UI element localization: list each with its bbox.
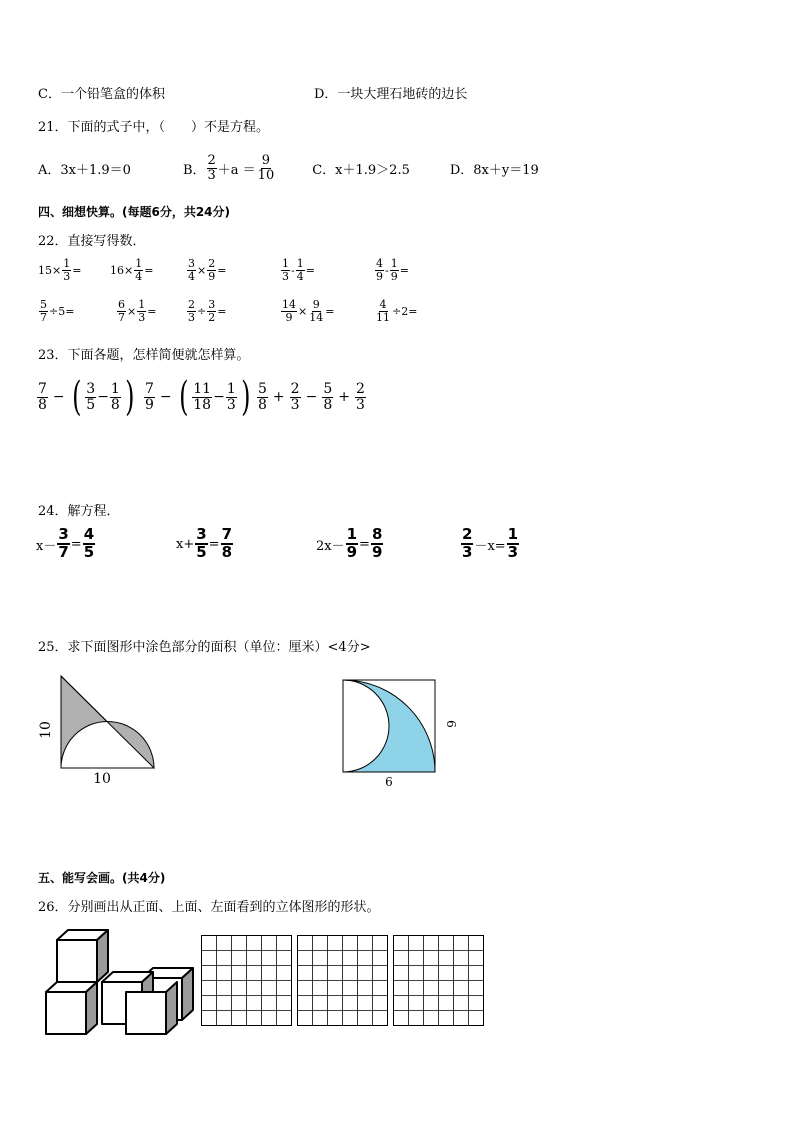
option-d-q20: D．一块大理石地砖的边长 xyxy=(314,87,468,102)
q23-expr-2: $\frac{7}{9}$ − ( $\frac{11}{18}$ − $\frac{1}{3}$ ) xyxy=(145,374,251,420)
cube xyxy=(46,992,86,1034)
side-label: 10 xyxy=(38,721,54,739)
q22-item: $\frac{3}{4}$ × $\frac{2}{9}$ = xyxy=(188,257,227,283)
q21-option-c: C．x＋1.9＞2.5 xyxy=(312,162,410,178)
q24-stem: 24．解方程． xyxy=(38,504,120,519)
q24-eq-2: x+ $\frac{3}{5}$ = $\frac{7}{8}$ xyxy=(176,525,233,561)
cube xyxy=(57,940,97,982)
q21-option-b-prefix: B． xyxy=(182,162,206,178)
q23-expr-3: $\frac{5}{8}$ + $\frac{2}{3}$ − $\frac{5}{8}$ + $\frac{2}{3}$ xyxy=(258,380,365,413)
q21-option-b-mid: ＋a ＝ xyxy=(217,162,256,178)
q24-eq-4: $\frac{2}{3}$ －x= $\frac{1}{3}$ xyxy=(462,525,519,561)
q22-item: $\frac{1}{3}$ - $\frac{1}{4}$ = xyxy=(282,257,315,283)
section4-title: 四、细想快算。(每题6分，共24分) xyxy=(38,205,231,219)
q22-stem: 22．直接写得数． xyxy=(38,234,146,249)
q22-item: $\frac{4}{9}$ - $\frac{1}{9}$ = xyxy=(376,257,409,283)
q21-option-a: A．3x＋1.9＝0 xyxy=(38,162,131,178)
q21-options xyxy=(38,150,539,186)
q21-stem: 21．下面的式子中，（ ）不是方程。 xyxy=(38,120,270,135)
q25-stem: 25．求下面图形中涂色部分的面积（单位：厘米）<4分> xyxy=(38,640,371,655)
q22-item: 16× $\frac{1}{4}$ = xyxy=(110,257,154,283)
q23-stem: 23．下面各题，怎样简便就怎样算。 xyxy=(38,348,250,363)
drawing-grids xyxy=(201,935,487,1027)
grid-3[interactable] xyxy=(394,936,484,1026)
side-label: 6 xyxy=(444,720,458,728)
q22-item: $\frac{4}{11}$ ÷2= xyxy=(376,298,418,324)
q23-expr-1: $\frac{7}{8}$ − ( $\frac{3}{5}$ − $\frac{1}{8}$ ) xyxy=(38,374,135,420)
grid-1[interactable] xyxy=(202,936,292,1026)
fraction: $\frac{2}{3}$ xyxy=(207,152,216,183)
q22-item: $\frac{2}{3}$ ÷ $\frac{3}{2}$ = xyxy=(188,298,227,324)
option-c-q20: C．一个铅笔盒的体积 xyxy=(38,87,165,102)
base-label: 6 xyxy=(385,775,393,789)
q22-item: 15× $\frac{1}{3}$ = xyxy=(38,257,82,283)
section5-title: 五、能写会画。(共4分) xyxy=(38,871,166,885)
cube xyxy=(126,992,166,1034)
q22-item: $\frac{14}{9}$ × $\frac{9}{14}$ = xyxy=(282,298,335,324)
q22-item: $\frac{6}{7}$ × $\frac{1}{3}$ = xyxy=(118,298,157,324)
fraction: $\frac{9}{10}$ xyxy=(257,152,275,183)
q24-eq-3: 2x－ $\frac{1}{9}$ = $\frac{8}{9}$ xyxy=(316,525,383,561)
figure-triangle-semicircle xyxy=(30,668,170,790)
cube-figure xyxy=(42,926,198,1038)
q22-item: $\frac{5}{7}$ ÷5= xyxy=(40,298,75,324)
q21-option-d: D．8x＋y＝19 xyxy=(449,162,539,178)
figure-square-arcs xyxy=(335,672,465,792)
q26-stem: 26．分别画出从正面、上面、左面看到的立体图形的形状。 xyxy=(38,900,380,915)
base-label: 10 xyxy=(93,771,111,787)
grid-2[interactable] xyxy=(298,936,388,1026)
q24-eq-1: x－ $\frac{3}{7}$ = $\frac{4}{5}$ xyxy=(36,525,95,561)
